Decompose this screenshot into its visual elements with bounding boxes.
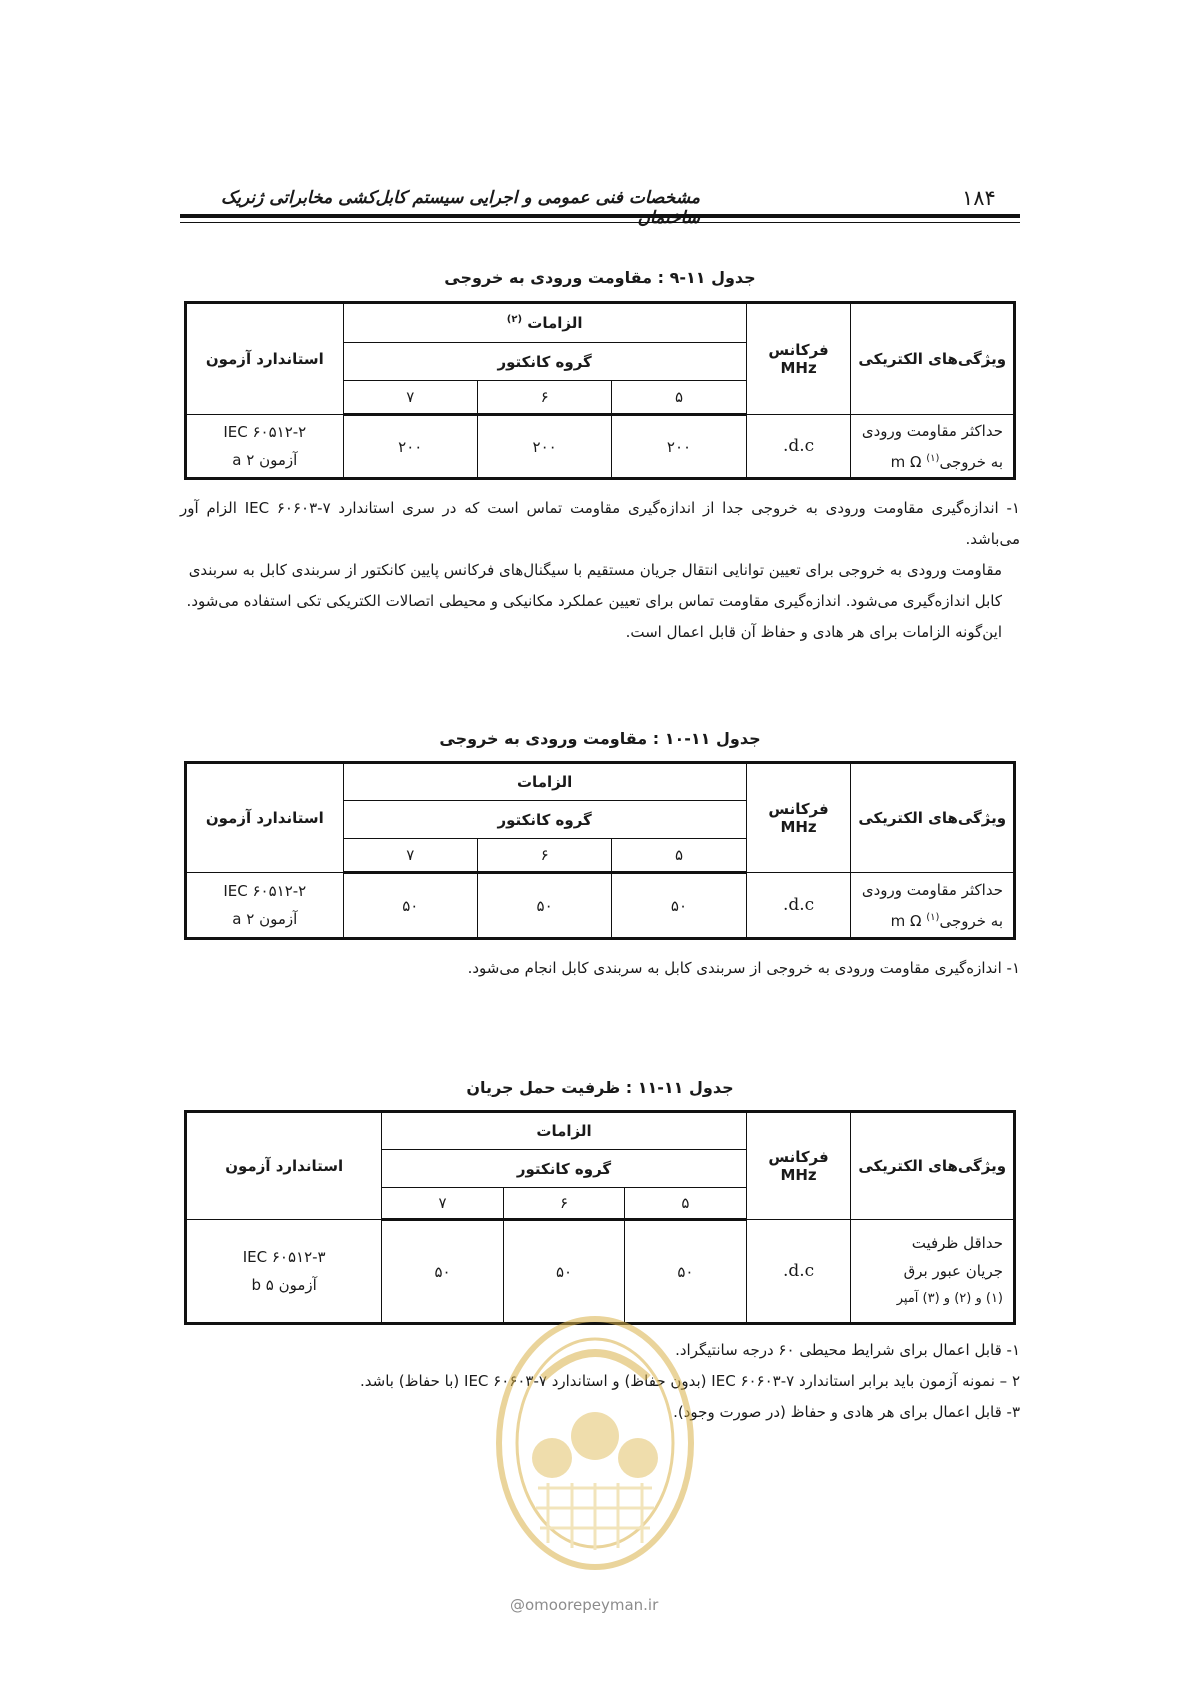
table-2-row-property: حداکثر مقاومت ورودی به خروجی$^{(۱)}$ m Ω xyxy=(851,873,1015,939)
table-2-row-freq: d.c. xyxy=(746,873,851,939)
note-line: کابل اندازه‌گیری می‌شود. اندازه‌گیری مقاومت تماس برای تعیین عملکرد مکانیکی و محیطی اتصالات الکتریکی تکی استفاده می‌شود. xyxy=(186,592,1002,610)
note-line: ۱- اندازه‌گیری مقاومت ورودی به خروجی از سربندی کابل به سربندی کابل انجام می‌شود. xyxy=(467,959,1020,977)
note-line: ۱- قابل اعمال برای شرایط محیطی ۶۰ درجه سانتیگراد. xyxy=(675,1341,1020,1359)
table-3-header-freq: فرکانس MHz xyxy=(746,1112,851,1220)
table-1 xyxy=(184,301,1016,480)
table-1-header-standard: استاندارد آزمون xyxy=(186,303,344,415)
note-line: ۲ – نمونه آزمون باید برابر استاندارد IEC ۶۰۶۰۳-۷ (بدون حفاظ) و استاندارد IEC ۶۰۶۰۳-۷ (با حفاظ) باشد. xyxy=(360,1372,1020,1390)
table-1-row-standard: IEC ۶۰۵۱۲-۲ آزمون ۲ a xyxy=(186,415,344,479)
table-3-row-standard: IEC ۶۰۵۱۲-۳ آزمون ۵ b xyxy=(186,1220,382,1324)
table-2-row-standard: IEC ۶۰۵۱۲-۲ آزمون ۲ a xyxy=(186,873,344,939)
table-2 xyxy=(184,761,1016,940)
table-1-header-freq: فرکانس MHz xyxy=(746,303,851,415)
table-2-value-group-7: ۵۰ xyxy=(343,873,477,939)
table-3 xyxy=(184,1110,1016,1325)
watermark-url: @omoorepeyman.ir xyxy=(510,1596,659,1614)
table-1-notes xyxy=(180,493,1020,648)
table-1-header-connector-group: گروه کانکتور xyxy=(343,343,746,381)
table-3-header-standard: استاندارد آزمون xyxy=(186,1112,382,1220)
table-1-caption: جدول ۱۱-۹ : مقاومت ورودی به خروجی xyxy=(444,268,756,287)
table-1-row-freq: d.c. xyxy=(746,415,851,479)
table-2-header-requirements: الزامات xyxy=(343,763,746,801)
header-rule-thick xyxy=(180,214,1020,218)
table-2-header-props: ویژگی‌های الکتریکی xyxy=(851,763,1015,873)
table-1-group-7: ۷ xyxy=(343,381,477,415)
note-line: مقاومت ورودی به خروجی برای تعیین توانایی انتقال جریان مستقیم با سیگنال‌های فرکانس پایین کانکتور از سربندی کابل به سربندی xyxy=(188,561,1002,579)
table-3-value-group-6: ۵۰ xyxy=(503,1220,624,1324)
table-3-value-group-7: ۵۰ xyxy=(382,1220,503,1324)
table-2-group-5: ۵ xyxy=(612,839,746,873)
table-3-group-7: ۷ xyxy=(382,1188,503,1220)
table-3-caption: جدول ۱۱-۱۱ : ظرفیت حمل جریان xyxy=(466,1078,734,1097)
table-3-value-group-5: ۵۰ xyxy=(625,1220,746,1324)
table-3-group-5: ۵ xyxy=(625,1188,746,1220)
table-1-header-requirements: الزامات $^{(۲)}$ xyxy=(343,303,746,343)
table-3-row-property: حداقل ظرفیت جریان عبور برق (۱) و (۲) و (۳) آمپر xyxy=(851,1220,1015,1324)
note-line: ۱- اندازه‌گیری مقاومت ورودی به خروجی جدا از اندازه‌گیری مقاومت تماس است که در سری استاندارد IEC ۶۰۶۰۳-۷ الزام آور می‌باشد. xyxy=(180,499,1020,548)
table-1-row-property: حداکثر مقاومت ورودی به خروجی$^{(۱)}$ m Ω xyxy=(851,415,1015,479)
table-2-value-group-6: ۵۰ xyxy=(477,873,611,939)
table-2-header-freq: فرکانس MHz xyxy=(746,763,851,873)
table-2-group-7: ۷ xyxy=(343,839,477,873)
table-2-group-6: ۶ xyxy=(477,839,611,873)
table-1-value-group-7: ۲۰۰ xyxy=(343,415,477,479)
table-2-header-connector-group: گروه کانکتور xyxy=(343,801,746,839)
header-rule-thin xyxy=(180,222,1020,223)
table-3-row-freq: d.c. xyxy=(746,1220,851,1324)
table-2-caption: جدول ۱۱-۱۰ : مقاومت ورودی به خروجی xyxy=(439,729,761,748)
note-line: این‌گونه الزامات برای هر هادی و حفاظ آن قابل اعمال است. xyxy=(625,623,1002,641)
table-2-value-group-5: ۵۰ xyxy=(612,873,746,939)
table-1-value-group-5: ۲۰۰ xyxy=(612,415,746,479)
watermark-seal-logo xyxy=(488,1308,702,1578)
table-1-header-props: ویژگی‌های الکتریکی xyxy=(851,303,1015,415)
table-3-group-6: ۶ xyxy=(503,1188,624,1220)
table-1-group-6: ۶ xyxy=(477,381,611,415)
table-3-header-props: ویژگی‌های الکتریکی xyxy=(851,1112,1015,1220)
table-3-header-connector-group: گروه کانکتور xyxy=(382,1150,746,1188)
table-1-group-5: ۵ xyxy=(612,381,746,415)
table-1-value-group-6: ۲۰۰ xyxy=(477,415,611,479)
page-number: ۱۸۴ xyxy=(962,186,996,210)
table-3-header-requirements: الزامات xyxy=(382,1112,746,1150)
table-2-notes xyxy=(180,953,1020,984)
note-line: ۳- قابل اعمال برای هر هادی و حفاظ (در صورت وجود). xyxy=(673,1403,1020,1421)
running-header-title: مشخصات فنی عمومی و اجرایی سیستم کابل‌کشی مخابراتی ژنریک ساختمان xyxy=(221,188,700,228)
table-2-header-standard: استاندارد آزمون xyxy=(186,763,344,873)
